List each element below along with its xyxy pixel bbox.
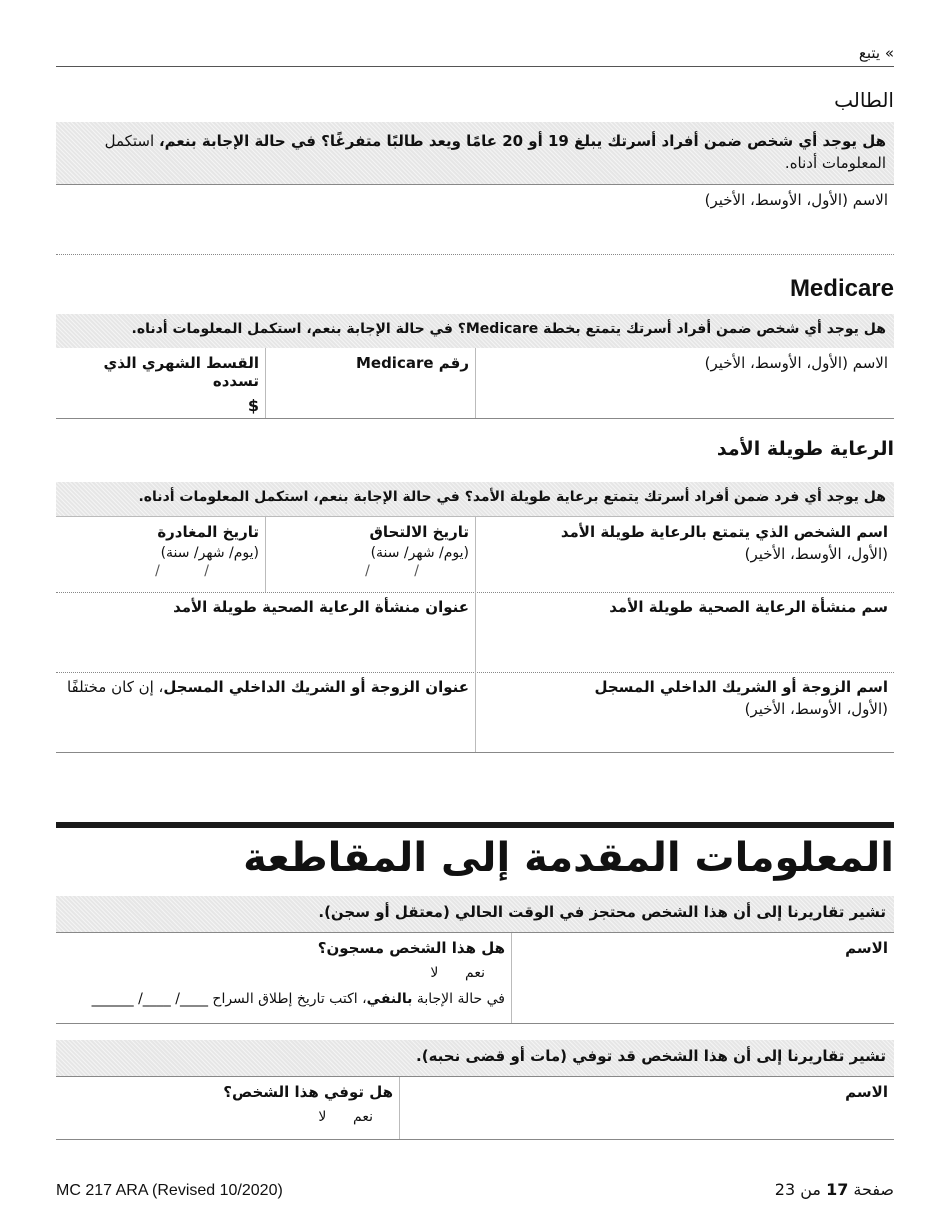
ltc-row-2 — [56, 592, 894, 672]
ltc-facility-name-field[interactable] — [476, 592, 894, 672]
medicare-number-field[interactable] — [266, 348, 475, 418]
ltc-spouse-addr-bold: عنوان الزوجة أو الشريك الداخلي المسجل — [163, 678, 469, 696]
medicare-heading: Medicare — [789, 275, 894, 302]
ltc-admit-slashes: / / — [365, 563, 419, 579]
ltc-facility-name-label: سم منشأة الرعاية الصحية طويلة الأمد — [609, 598, 888, 616]
incarcerated-question: هل هذا الشخص مسجون؟ — [317, 939, 505, 957]
incarcerated-row — [56, 932, 894, 1024]
deceased-question: هل توفي هذا الشخص؟ — [223, 1083, 393, 1101]
deceased-name-field[interactable] — [400, 1077, 894, 1139]
medicare-question: هل يوجد أي شخص ضمن أفراد أسرتك يتمتع بخطة Medicare؟ في حالة الإجابة بنعم، استكمل المعلومات أدناه. — [56, 314, 894, 348]
student-divider — [56, 254, 894, 255]
student-name-field[interactable] — [56, 184, 894, 255]
incarcerated-name-label: الاسم — [845, 939, 888, 957]
student-name-label: الاسم (الأول، الأوسط، الأخير) — [704, 191, 888, 209]
ltc-row-3 — [56, 672, 894, 753]
ltc-leave-label: تاريخ المغادرة — [157, 523, 259, 541]
ltc-leave-slashes: / / — [155, 563, 209, 579]
incarcerated-notice: تشير تقاريرنا إلى أن هذا الشخص محتجز في الوقت الحالي (معتقل أو سجن). — [56, 896, 894, 932]
deceased-col-divider — [399, 1077, 400, 1139]
ltc-question: هل يوجد أي فرد ضمن أفراد أسرتك يتمتع برعاية طويلة الأمد؟ في حالة الإجابة بنعم، استكمل المعلومات أدناه. — [56, 482, 894, 516]
ltc-spouse-addr-field[interactable] — [56, 672, 475, 752]
medicare-col-divider-2 — [265, 348, 266, 418]
county-top-rule — [56, 822, 894, 828]
deceased-row — [56, 1076, 894, 1140]
ltc-person-label: اسم الشخص الذي يتمتع بالرعاية طويلة الأمد — [560, 523, 888, 541]
ltc-facility-addr-label: عنوان منشأة الرعاية الصحية طويلة الأمد — [173, 598, 469, 616]
deceased-yes-no[interactable]: نعم لا — [318, 1109, 373, 1125]
page-prefix: صفحة — [848, 1180, 894, 1199]
medicare-name-label: الاسم (الأول، الأوسط، الأخير) — [704, 354, 888, 372]
medicare-number-label: رقم Medicare — [355, 354, 469, 372]
student-question-bold: هل يوجد أي شخص ضمن أفراد أسرتك يبلغ 19 أو 20 عامًا ويعد طالبًا متفرغًا؟ في حالة الإجابة بنعم، — [158, 132, 886, 150]
ltc-col-divider-1 — [475, 517, 476, 593]
ltc-col-divider-2 — [265, 517, 266, 593]
ltc-person-field[interactable] — [476, 517, 894, 593]
incarcerated-yes-no[interactable]: نعم لا — [430, 965, 485, 981]
ltc-leave-sub: (يوم/ شهر/ سنة) — [160, 545, 259, 561]
form-id: MC 217 ARA (Revised 10/2020) — [56, 1182, 283, 1199]
ltc-spouse-name-sub: (الأول، الأوسط، الأخير) — [744, 700, 888, 718]
continued-label: » يتبع — [858, 44, 894, 62]
release-bold: بالنفي — [366, 991, 413, 1007]
ltc-col-divider-3 — [475, 592, 476, 672]
ltc-spouse-name-label: اسم الزوجة أو الشريك الداخلي المسجل — [594, 678, 888, 696]
page-suffix: من 23 — [774, 1180, 827, 1199]
page-number-label — [775, 1180, 894, 1199]
ltc-person-sub: (الأول، الأوسط، الأخير) — [744, 545, 888, 563]
release-date-line[interactable] — [62, 991, 505, 1007]
deceased-question-field — [56, 1077, 399, 1139]
county-title: المعلومات المقدمة إلى المقاطعة — [243, 835, 894, 881]
header-divider — [56, 66, 894, 67]
medicare-premium-field[interactable] — [56, 348, 265, 418]
medicare-name-field[interactable] — [476, 348, 894, 418]
ltc-facility-addr-field[interactable] — [56, 592, 475, 672]
deceased-notice: تشير تقاريرنا إلى أن هذا الشخص قد توفي (مات أو قضى نحبه). — [56, 1040, 894, 1076]
incarcerated-col-divider — [511, 933, 512, 1023]
medicare-row — [56, 348, 894, 419]
release-rest: ، اكتب تاريخ إطلاق السراح ____/ ____/ ______ — [91, 991, 367, 1007]
page-number: 17 — [826, 1180, 849, 1199]
student-question — [56, 122, 894, 184]
medicare-currency: $ — [247, 396, 259, 415]
ltc-row-1 — [56, 516, 894, 593]
student-heading: الطالب — [834, 88, 894, 112]
release-prefix: في حالة الإجابة — [412, 991, 505, 1007]
ltc-admit-field[interactable] — [266, 517, 475, 593]
ltc-spouse-addr-rest: ، إن كان مختلفًا — [66, 678, 164, 696]
ltc-admit-sub: (يوم/ شهر/ سنة) — [370, 545, 469, 561]
ltc-admit-label: تاريخ الالتحاق — [369, 523, 469, 541]
ltc-heading: الرعاية طويلة الأمد — [716, 438, 894, 460]
deceased-name-label: الاسم — [845, 1083, 888, 1101]
student-question-rest: استكمل المعلومات أدناه. — [104, 132, 886, 172]
incarcerated-question-field — [56, 933, 511, 1023]
ltc-leave-field[interactable] — [56, 517, 265, 593]
ltc-spouse-name-field[interactable] — [476, 672, 894, 752]
ltc-col-divider-4 — [475, 672, 476, 752]
medicare-col-divider-1 — [475, 348, 476, 418]
incarcerated-name-field[interactable] — [512, 933, 894, 1023]
medicare-premium-label: القسط الشهري الذي تسدده — [103, 354, 259, 390]
